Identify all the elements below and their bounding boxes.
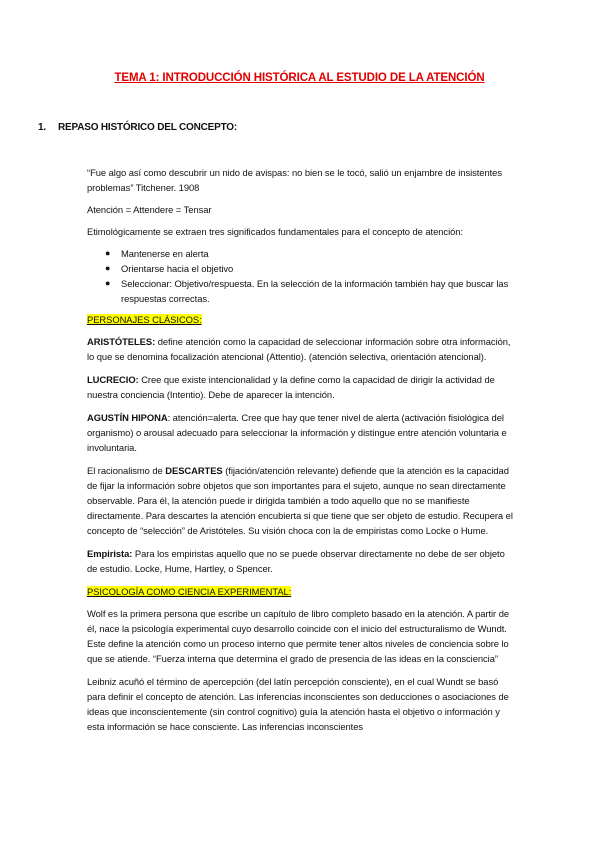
- etymology-equation: Atención = Attendere = Tensar: [87, 204, 212, 215]
- document-title: TEMA 1: INTRODUCCIÓN HISTÓRICA AL ESTUDIO DE LA ATENCIÓN: [114, 72, 485, 84]
- empirista-name: Empirista:: [87, 548, 133, 559]
- descartes-paragraph: El racionalismo de DESCARTES (fijación/atención relevante) defiende que la atención es la capacidad de fijar la información sobre objetos que son importantes para el sujeto, aunque no sean directamente observable. Para él, la atención puede ir dirigida también a todo aquello que no se manifieste directamente. Para descartes la atención encubierta si que tiene que ser objeto de estudio. Recupera el concepto de “selección” de Aristóteles. Su visión choca con la de empiristas como Locke o Hume.: [87, 465, 513, 536]
- bullet-icon: ●: [105, 278, 111, 288]
- aristoteles-paragraph: ARISTÓTELES: define atención como la capacidad de seleccionar información sobre otra información, lo que se denomina focalización atencional (Attentio). (atención selectiva, orientación atencional).: [87, 336, 511, 362]
- agustin-name: AGUSTÍN HIPONA: [87, 412, 168, 423]
- empirista-paragraph: Empirista: Para los empiristas aquello que no se puede observar directamente no debe de ser objeto de estudio. Locke, Hume, Hartley, o Spencer.: [87, 548, 505, 574]
- psicologia-heading: PSICOLOGÍA COMO CIENCIA EXPERIMENTAL:: [87, 586, 292, 597]
- aristoteles-name: ARISTÓTELES:: [87, 336, 156, 347]
- descartes-name: DESCARTES: [165, 465, 223, 476]
- wolf-paragraph: Wolf es la primera persona que escribe un capítulo de libro completo basado en la atención. A partir de él, nace la psicología experimental cuyo desarrollo coincide con el inicio del estructuralismo de Wundt. Este define la atención como un proceso interno que permite tener altos niveles de conciencia sobre lo que se atiende. “Fuerza interna que determina el grado de presencia de las ideas en la consciencia”: [87, 608, 510, 664]
- agustin-paragraph: AGUSTÍN HIPONA: atención=alerta. Cree que hay que tener nivel de alerta (activación fisiológica del organismo) o arousal adecuado para seleccionar la información y distingue entre atención voluntaria e involuntaria.: [87, 412, 507, 453]
- etymology-intro: Etimológicamente se extraen tres significados fundamentales para el concepto de atención:: [87, 226, 463, 237]
- leibniz-paragraph: Leibniz acuñó el término de apercepción (del latín percepción consciente), en el cual Wundt se basó para definir el concepto de atención. Las inferencias inconscientes son deducciones o asociaciones de ideas que inconscientemente (sin control cognitivo) guía la atención hasta el objetivo o información y esta información se hace consciente. Las inferencias inconscientes: [87, 676, 509, 732]
- lucrecio-paragraph: LUCRECIO: Cree que existe intencionalidad y la define como la capacidad de dirigir la actividad de nuestra conciencia (Intentio). Debe de aparecer la intención.: [87, 374, 495, 400]
- list-item: ● Orientarse hacia el objetivo: [105, 263, 234, 274]
- bullet-icon: ●: [105, 248, 111, 258]
- personajes-heading: PERSONAJES CLÁSICOS:: [87, 314, 202, 325]
- section-heading: [38, 122, 237, 133]
- titchener-quote: “Fue algo así como descubrir un nido de avispas: no bien se le tocó, salió un enjambre de insistentes problemas” Titchener. 1908: [87, 167, 502, 193]
- document-body: [87, 165, 515, 742]
- list-item: ● Mantenerse en alerta: [105, 248, 209, 259]
- meanings-list: [87, 246, 515, 306]
- section-heading-text: REPASO HISTÓRICO DEL CONCEPTO:: [58, 122, 238, 133]
- list-item: ● Seleccionar: Objetivo/respuesta. En la selección de la información también hay que buscar las respuestas correctas.: [105, 278, 509, 304]
- bullet-icon: ●: [105, 263, 111, 273]
- section-number: 1.: [38, 122, 46, 133]
- lucrecio-name: LUCRECIO:: [87, 374, 139, 385]
